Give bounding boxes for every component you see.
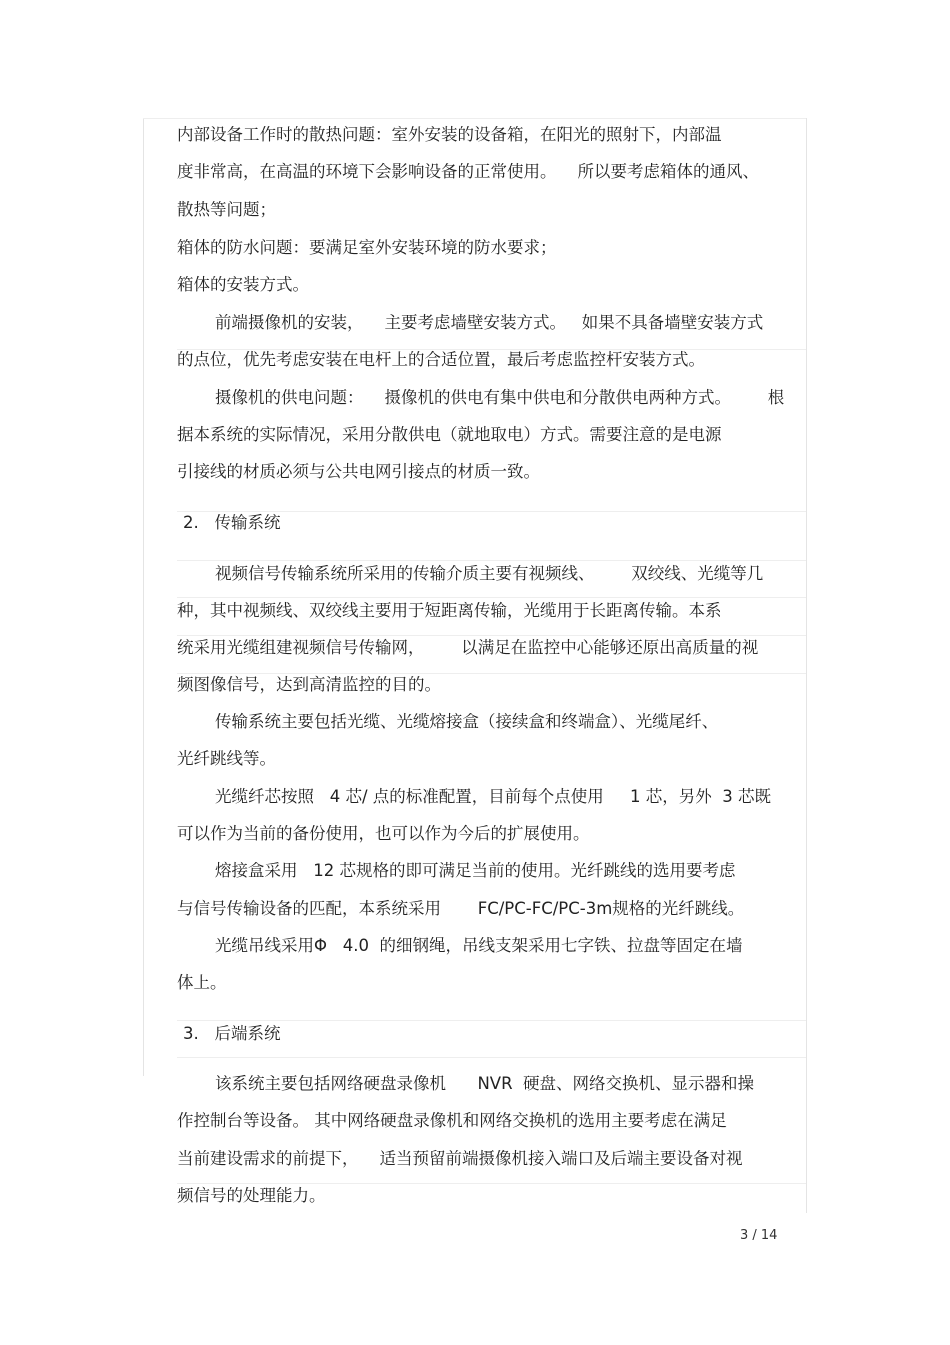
- row-line: [177, 597, 806, 598]
- section-heading: 2. 传输系统: [183, 513, 281, 532]
- row-line: [177, 1020, 806, 1021]
- text-line: 可以作为当前的备份使用，也可以作为今后的扩展使用。: [177, 824, 590, 843]
- row-line: [177, 560, 806, 561]
- text-line: 的点位，优先考虑安装在电杆上的合适位置，最后考虑监控杆安装方式。: [177, 350, 705, 369]
- section-heading: 3. 后端系统: [183, 1024, 281, 1043]
- row-line: [177, 635, 806, 636]
- text-line: 频信号的处理能力。: [177, 1186, 326, 1205]
- text-line: 作控制台等设备。 其中网络硬盘录像机和网络交换机的选用主要考虑在满足: [177, 1111, 727, 1130]
- page-number: 3 / 14: [740, 1228, 778, 1243]
- text-line: 该系统主要包括网络硬盘录像机 NVR 硬盘、网络交换机、显示器和操: [215, 1074, 755, 1093]
- text-line: 与信号传输设备的匹配，本系统采用 FC/PC-FC/PC-3m规格的光纤跳线。: [177, 899, 745, 918]
- text-line: 散热等问题；: [177, 200, 276, 219]
- text-line: 统采用光缆组建视频信号传输网， 以满足在监控中心能够还原出高质量的视: [177, 638, 759, 657]
- text-line: 光缆吊线采用Φ 4.0 的细钢绳，吊线支架采用七字铁、拉盘等固定在墙: [215, 936, 743, 955]
- text-line: 箱体的安装方式。: [177, 275, 309, 294]
- text-line: 引接线的材质必须与公共电网引接点的材质一致。: [177, 462, 540, 481]
- text-line: 光纤跳线等。: [177, 749, 276, 768]
- row-line: [177, 1057, 806, 1058]
- text-line: 传输系统主要包括光缆、光缆熔接盒（接续盒和终端盒）、光缆尾纤、: [215, 712, 719, 731]
- text-line: 体上。: [177, 973, 227, 992]
- text-line: 摄像机的供电问题： 摄像机的供电有集中供电和分散供电两种方式。 根: [215, 388, 785, 407]
- row-line: [177, 1183, 806, 1184]
- text-line: 熔接盒采用 12 芯规格的即可满足当前的使用。光纤跳线的选用要考虑: [215, 861, 736, 880]
- text-line: 种，其中视频线、双绞线主要用于短距离传输，光缆用于长距离传输。本系: [177, 601, 722, 620]
- text-line: 箱体的防水问题：要满足室外安装环境的防水要求；: [177, 238, 557, 257]
- text-line: 当前建设需求的前提下， 适当预留前端摄像机接入端口及后端主要设备对视: [177, 1149, 743, 1168]
- top-border-line: [143, 118, 806, 119]
- right-border-line: [806, 118, 807, 1213]
- text-line: 前端摄像机的安装， 主要考虑墙壁安装方式。 如果不具备墙壁安装方式: [215, 313, 764, 332]
- text-line: 频图像信号，达到高清监控的目的。: [177, 675, 441, 694]
- text-line: 视频信号传输系统所采用的传输介质主要有视频线、 双绞线、光缆等几: [215, 564, 764, 583]
- text-line: 光缆纤芯按照 4 芯/ 点的标准配置，目前每个点使用 1 芯，另外 3 芯既: [215, 787, 771, 806]
- text-line: 度非常高，在高温的环境下会影响设备的正常使用。 所以要考虑箱体的通风、: [177, 162, 759, 181]
- text-line: 据本系统的实际情况，采用分散供电（就地取电）方式。需要注意的是电源: [177, 425, 722, 444]
- text-line: 内部设备工作时的散热问题：室外安装的设备箱，在阳光的照射下，内部温: [177, 125, 722, 144]
- left-border-line: [143, 118, 144, 1076]
